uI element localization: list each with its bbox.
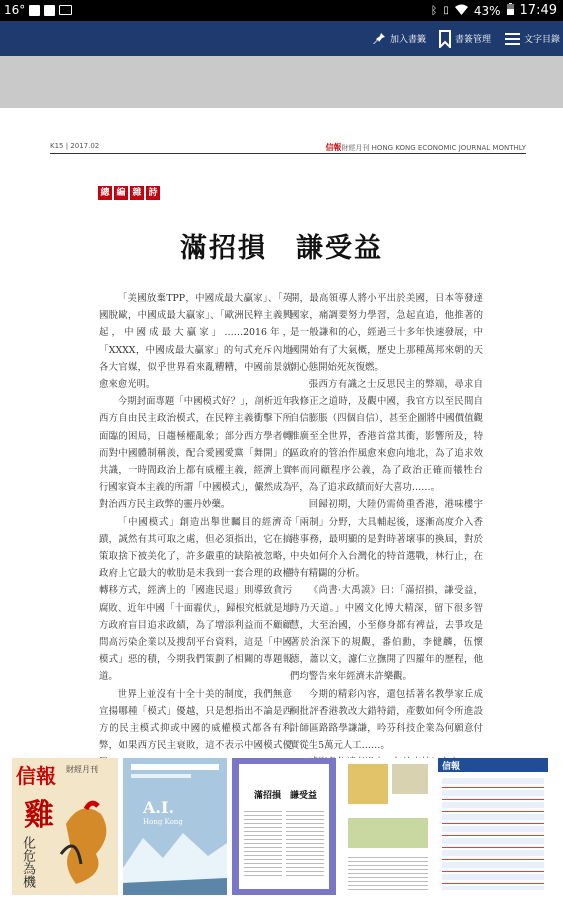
pin-icon [373, 32, 386, 45]
thumbnail-page[interactable] [342, 758, 432, 895]
add-bookmark-label: 加入書籤 [390, 35, 427, 45]
article-headline: 滿招損 謙受益 [180, 233, 383, 264]
list-icon [505, 32, 520, 46]
thumb-cover-text: 雞 [24, 798, 54, 833]
thumbnail-page[interactable] [438, 758, 548, 895]
glacier-illustration [123, 828, 227, 895]
tag-char: 雜 [130, 186, 144, 200]
notification-icon [44, 5, 55, 16]
thumbnail-cover[interactable] [12, 758, 118, 895]
status-bar [0, 0, 563, 21]
thumb-subtitle: 財經月刊 [66, 765, 98, 774]
wifi-icon [455, 4, 468, 18]
bookmark-manage-label: 書簽管理 [455, 35, 492, 45]
tag-char: 詩 [146, 186, 160, 200]
brand-logo: 信報 [325, 143, 342, 152]
page-background [0, 56, 563, 108]
bookmark-icon [439, 30, 451, 48]
text-catalog-button[interactable] [505, 21, 560, 56]
battery-level: 43% [473, 3, 501, 18]
article-column-right [290, 290, 483, 758]
page-number: K15 | 2017.02 [50, 142, 100, 150]
issue-date: 2017.02 [70, 142, 100, 150]
brand-sub: 財經月刊 [341, 144, 370, 152]
paragraph: 張西方有識之士反思民主的弊端，尋求自我修正之道時，及觀中國，我官方以至民間自自信膨脹（四個自信），甚至企圖將中國價值觀推廣至全世界，香港首當其衝，影響所及，特區政府的管治作風愈來愈向地北，為了追求效率而同顧程序公義，為了政治正確而犧牲台平，為了追求政績而好大喜功……。 [290, 379, 483, 494]
paragraph: 回歸初期，大陸仍需倚重香港，港味樓宇「兩制」分野，大具輔起後，逐漸高度介入香港事務，最明顯的是對時著壞事的換屆，對於中央如何介入台灣化的特首選戰，林行止，在特有精闢的分析。 [290, 499, 483, 580]
thumb-title: A.I. [143, 798, 175, 817]
bluetooth-icon: ᛒ [430, 4, 438, 17]
thumbnail-page[interactable] [123, 758, 227, 895]
add-bookmark-button[interactable] [373, 21, 426, 56]
paragraph: 《尚書·大禹謨》曰：「滿招損，謙受益，時乃天道。」中國文化博大精深，留下很多智慧，大至治國，小至修身都有裨益，去爭攻是著於治深下的規觀，番伯勳，李健麟，伍懷德，蕭以文，濾仁立撫開了四羅年的歷程，他們均警告來年經濟未許樂觀。 [290, 585, 483, 683]
brand-line [325, 142, 526, 153]
vibrate-icon: ▯ [443, 5, 449, 16]
weather-temp: 16° [4, 3, 26, 17]
thumb-subtitle: Hong Kong [143, 818, 183, 826]
paragraph: 今期封面專題「中國模式好？」，剖析近年西方自由民主政治模式，在民粹主義衝擊下所面臨的困局，日趨極權亂象；部分西方學者轉而對中國體制稱羨，配合愛國愛黨「舞開」的共識，一時間政治上都有威權主義，經濟上實行國家資本主義的所謂「中國模式」，儼然成為對治西方民主政弊的靈丹妙藥。 [99, 396, 292, 511]
header-rule [50, 153, 526, 154]
brand-english: HONG KONG ECONOMIC JOURNAL MONTHLY [371, 144, 526, 152]
bookmark-manage-button[interactable] [439, 21, 491, 56]
thumb-title: 信報 [442, 762, 461, 772]
paragraph: 「美國放棄TPP，中國成最大贏家」、「英國脫歐，中國成最大贏家」、「歐洲民粹主義興起，中國成最大贏家」……2016年，「XXXX，中國成最大贏家」的句式充斥內地各大官媒，似乎世界看來亂糟糟，中國前景就愈來愈光明。 [99, 293, 292, 391]
text-catalog-label: 文字目錄 [524, 35, 561, 45]
thumb-title: 滿招損 謙受益 [254, 791, 318, 801]
page-header [50, 142, 526, 154]
tag-char: 總 [98, 186, 112, 200]
page-thumbnail-strip [0, 758, 563, 900]
tag-char: 編 [114, 186, 128, 200]
clock: 17:49 [519, 3, 557, 18]
battery-icon [507, 3, 514, 18]
thumbnail-page-current[interactable] [232, 758, 336, 895]
paragraph: 今期的精彩內容，還包括著名教學家丘成桐批評香港教改大錯特錯，產數如何令所進設計師區路路學謙謙，吟芬科技企業為何願意付實從生5萬元人工……。 [290, 688, 483, 752]
section-tag [98, 186, 160, 200]
paragraph: 開，最高領導人將小平出於美國，日本等發達國家，痛調要努力學習，急起直追，他推著的是一般謙和的心，經過三十多年快速發展，中國開始有了大氣概，歷史上那種萬邦來朝的天朝心態開始死灰復燃。 [290, 293, 483, 373]
paragraph: 世界上並沒有十全十美的制度，我們無意宣揚哪種「模式」優越，只是想指出不論是西方的民主模式抑或中國的威權模式都各有利弊，如果西方民主衰敗，這不表示中國模式優 [99, 688, 292, 752]
paragraph: 「中國模式」創造出舉世矚目的經濟奇蹟，誠然有其可取之處，但必須指出，它在搞策取捨下被美化了，許多嚴重的缺陷被忽略，政府上它最大的軟肋是未我到一套合理的政權轉移方式，經濟上的「國進民退」則導致貪污腐敗、近年中國「十面霾伏」，歸根究柢就是地方政府盲目追求政績，為了增添利益而不顧顧問高污染企業以及搜刮平台資料，這是「中國模式」惡的積，今期我們策劃了相關的專題報道。 [99, 516, 292, 683]
page-no-text: K15 [50, 142, 64, 150]
article-column-left [99, 290, 292, 758]
thumb-tagline: 化危為機 [20, 836, 35, 888]
magazine-page[interactable] [0, 108, 563, 758]
facebook-icon [29, 5, 40, 16]
rooster-illustration [56, 794, 116, 889]
thumb-title: 信報 [16, 764, 56, 788]
mail-icon [59, 5, 72, 15]
reader-toolbar [0, 21, 563, 56]
